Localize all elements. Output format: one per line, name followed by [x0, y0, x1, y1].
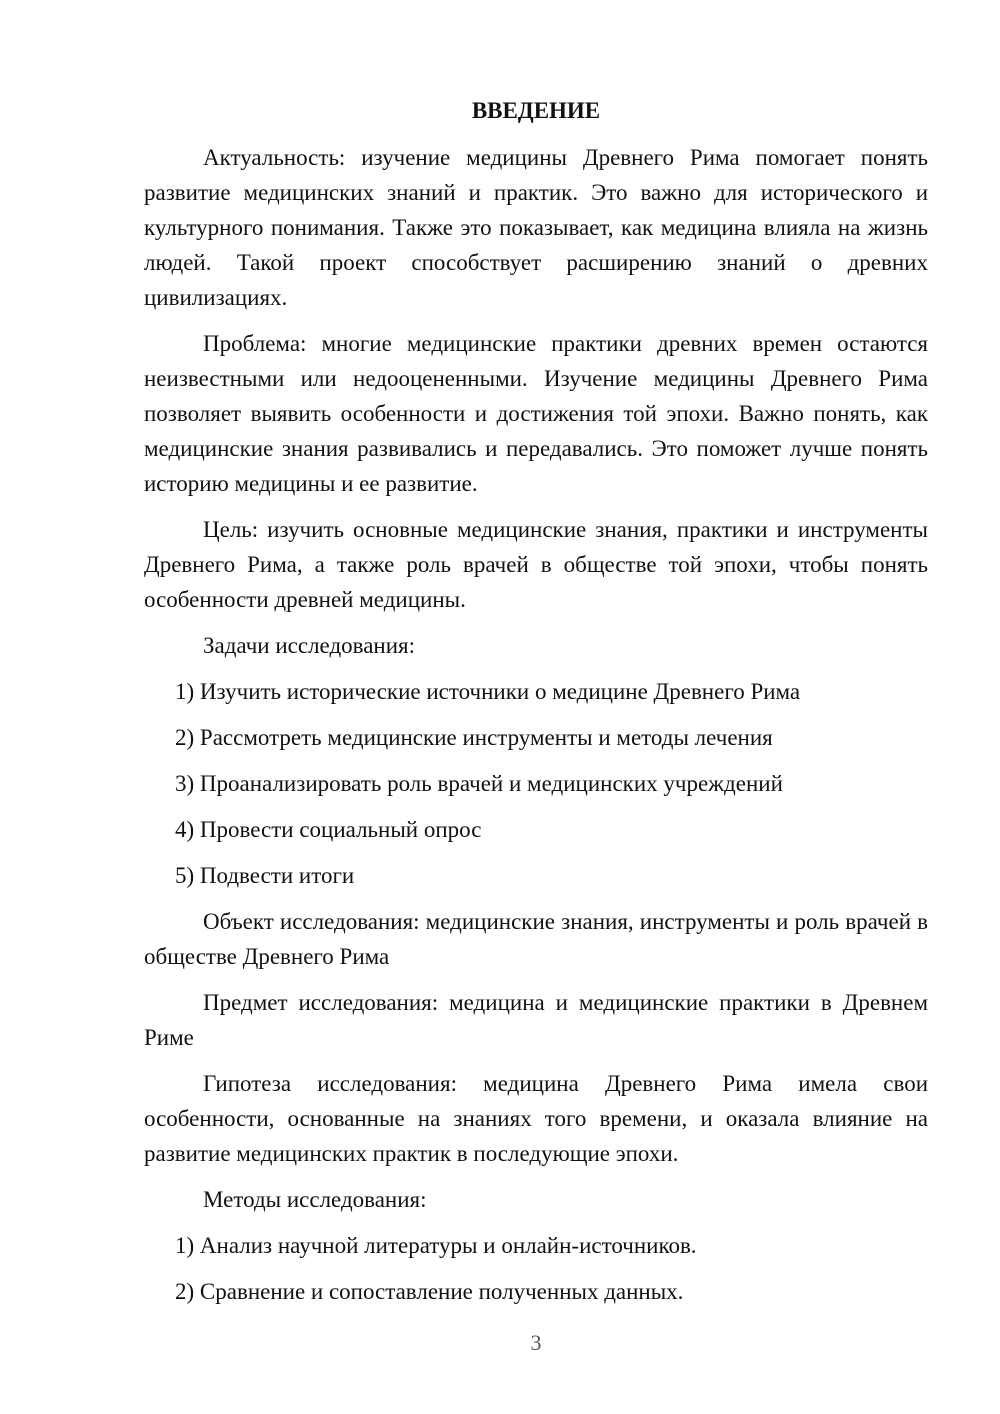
list-item: 2) Рассмотреть медицинские инструменты и методы лечения: [175, 725, 773, 750]
hypothesis-paragraph: Гипотеза исследования: медицина Древнего Рима имела свои особенности, основанные на знаниях того времени, и оказала влияние на развитие медицинских практик в последующие эпохи.: [144, 1071, 928, 1166]
list-item: 5) Подвести итоги: [175, 863, 355, 888]
tasks-list: [144, 674, 928, 893]
list-item: 1) Анализ научной литературы и онлайн-источников.: [175, 1233, 697, 1258]
page-number: 3: [530, 1330, 542, 1355]
section-title: ВВЕДЕНИЕ: [471, 98, 601, 123]
list-item: 2) Сравнение и сопоставление полученных данных.: [175, 1279, 684, 1304]
document-body: [144, 94, 928, 1320]
methods-list: [144, 1228, 928, 1309]
list-item: 3) Проанализировать роль врачей и медицинских учреждений: [175, 771, 783, 796]
methods-heading: Методы исследования:: [203, 1187, 427, 1212]
list-item: 4) Провести социальный опрос: [175, 817, 482, 842]
goal-paragraph: Цель: изучить основные медицинские знания, практики и инструменты Древнего Рима, а также роль врачей в обществе той эпохи, чтобы понять особенности древней медицины.: [144, 517, 928, 612]
problem-paragraph: Проблема: многие медицинские практики древних времен остаются неизвестными или недооцененными. Изучение медицины Древнего Рима позволяет выявить особенности и достижения той эпохи. Важно понять, как медицинские знания развивались и передавались. Это поможет лучше понять историю медицины и ее развитие.: [144, 331, 928, 496]
list-item: 1) Изучить исторические источники о медицине Древнего Рима: [175, 679, 801, 704]
tasks-heading: Задачи исследования:: [203, 633, 416, 658]
object-paragraph: Объект исследования: медицинские знания, инструменты и роль врачей в обществе Древнего Рима: [144, 909, 928, 969]
relevance-paragraph: Актуальность: изучение медицины Древнего Рима помогает понять развитие медицинских знаний и практик. Это важно для исторического и культурного понимания. Также это показывает, как медицина влияла на жизнь людей. Такой проект способствует расширению знаний о древних цивилизациях.: [144, 145, 928, 310]
subject-paragraph: Предмет исследования: медицина и медицинские практики в Древнем Риме: [144, 990, 928, 1050]
